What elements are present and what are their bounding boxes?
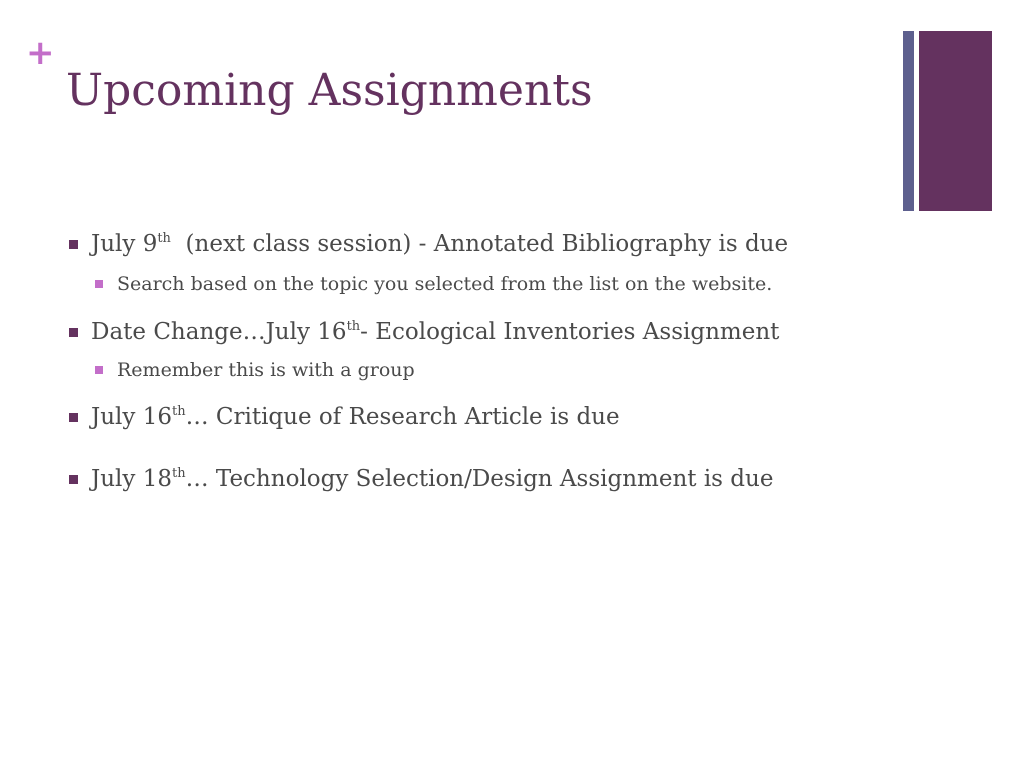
decorative-purple-bar: [919, 31, 992, 211]
bullet-item-july-18: [67, 463, 907, 495]
bullet-item-july-16: [67, 401, 907, 433]
ordinal-suffix: th: [157, 231, 171, 246]
square-bullet-icon: [69, 413, 78, 422]
square-bullet-icon: [69, 328, 78, 337]
square-bullet-icon: [69, 240, 78, 249]
bullet-text-pre: July 9: [91, 231, 158, 257]
plus-icon: +: [26, 33, 55, 73]
square-sub-bullet-icon: [95, 366, 103, 374]
bullet-text-post: - Ecological Inventories Assignment: [360, 319, 780, 345]
sub-bullet-text: Search based on the topic you selected from the list on the website.: [117, 273, 773, 295]
square-sub-bullet-icon: [95, 280, 103, 288]
bullet-text-post: … Technology Selection/Design Assignment is due: [185, 466, 774, 492]
sub-bullet-text: Remember this is with a group: [117, 359, 415, 381]
square-bullet-icon: [69, 475, 78, 484]
decorative-blue-bar: [903, 31, 914, 211]
bullet-text-post: … Critique of Research Article is due: [185, 404, 620, 430]
bullet-text-pre: July 16: [91, 404, 172, 430]
ordinal-suffix: th: [346, 319, 361, 334]
bullet-list: [67, 228, 907, 495]
bullet-text-pre: July 18: [91, 466, 172, 492]
slide-title: Upcoming Assignments: [66, 65, 593, 116]
sub-bullet-item-group: [93, 355, 817, 386]
ordinal-suffix: th: [171, 466, 186, 481]
sub-bullet-item-search-topic: [93, 269, 817, 300]
bullet-item-date-change: [67, 316, 907, 348]
ordinal-suffix: th: [171, 404, 186, 419]
bullet-item-july-9: [67, 228, 907, 260]
bullet-text-post: (next class session) - Annotated Bibliography is due: [170, 231, 789, 257]
bullet-text-pre: Date Change…July 16: [91, 319, 347, 345]
